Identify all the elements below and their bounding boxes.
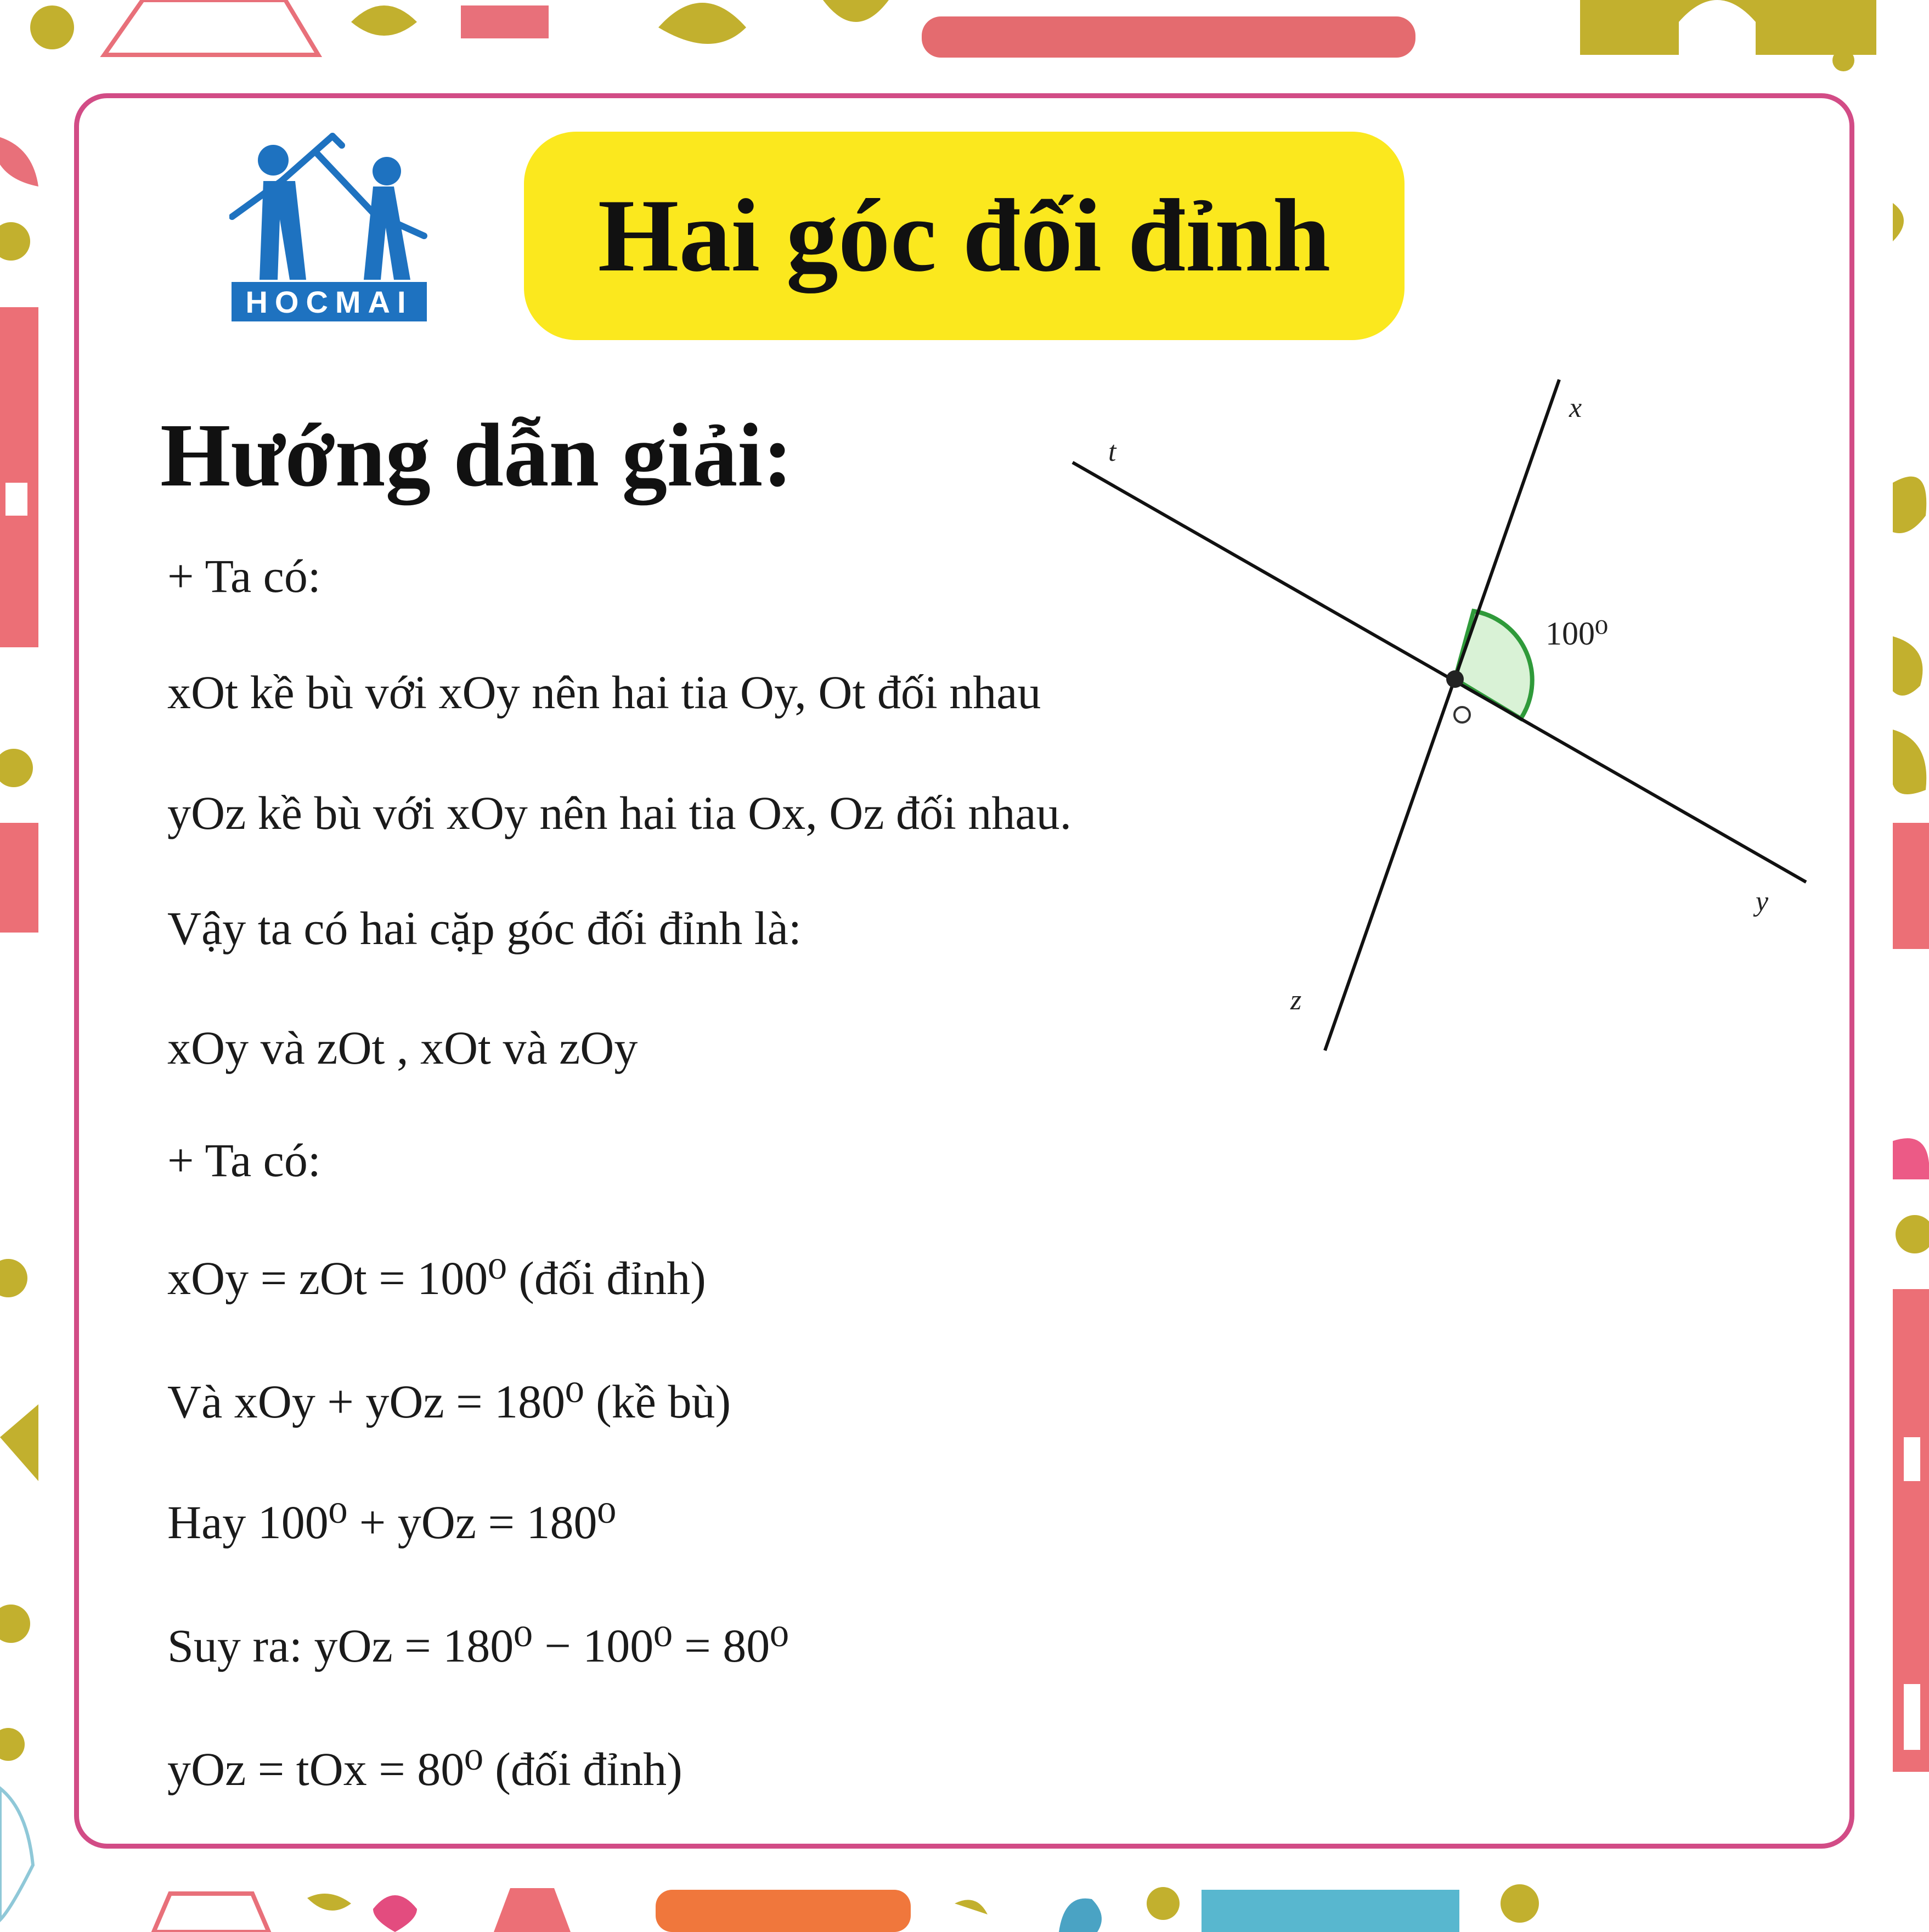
label-y: y: [1756, 886, 1769, 917]
solution-line-11: yOz = tOx = 80⁰ (đối đỉnh): [167, 1743, 683, 1795]
right-decoration: [1893, 203, 1929, 1772]
left-decoration: [0, 137, 38, 1920]
solution-line-3: yOz kề bù với xOy nên hai tia Ox, Oz đối nhau.: [167, 787, 1072, 839]
solution-line-6: + Ta có:: [167, 1134, 321, 1187]
angle-label: 100⁰: [1546, 615, 1609, 652]
solution-line-10: Suy ra: yOz = 180⁰ − 100⁰ = 80⁰: [167, 1619, 789, 1672]
solution-line-2: xOt kề bù với xOy nên hai tia Oy, Ot đối nhau: [167, 666, 1041, 719]
line-ty: [1073, 462, 1806, 882]
solution-line-4: Vậy ta có hai cặp góc đối đỉnh là:: [167, 902, 802, 954]
solution-line-9: Hay 100⁰ + yOz = 180⁰: [167, 1496, 617, 1549]
section-heading: Hướng dẫn giải:: [160, 405, 793, 505]
logo-wordmark: HOCMAI: [232, 282, 427, 321]
bottom-decoration: [154, 1884, 1539, 1932]
vertex-marker: [1454, 707, 1470, 722]
label-z: z: [1290, 985, 1302, 1016]
label-x: x: [1569, 392, 1582, 423]
page-title: Hai góc đối đỉnh: [597, 178, 1331, 293]
angle-diagram: [1042, 357, 1832, 1070]
solution-line-1: + Ta có:: [167, 550, 321, 602]
label-t: t: [1108, 436, 1116, 467]
title-banner: [524, 132, 1405, 340]
solution-line-8: Và xOy + yOz = 180⁰ (kề bù): [167, 1375, 731, 1428]
solution-line-5: xOy và zOt , xOt và zOy: [167, 1021, 638, 1074]
solution-line-7: xOy = zOt = 100⁰ (đối đỉnh): [167, 1252, 706, 1304]
top-decoration: [30, 0, 1876, 71]
vertex-point: [1446, 670, 1464, 688]
